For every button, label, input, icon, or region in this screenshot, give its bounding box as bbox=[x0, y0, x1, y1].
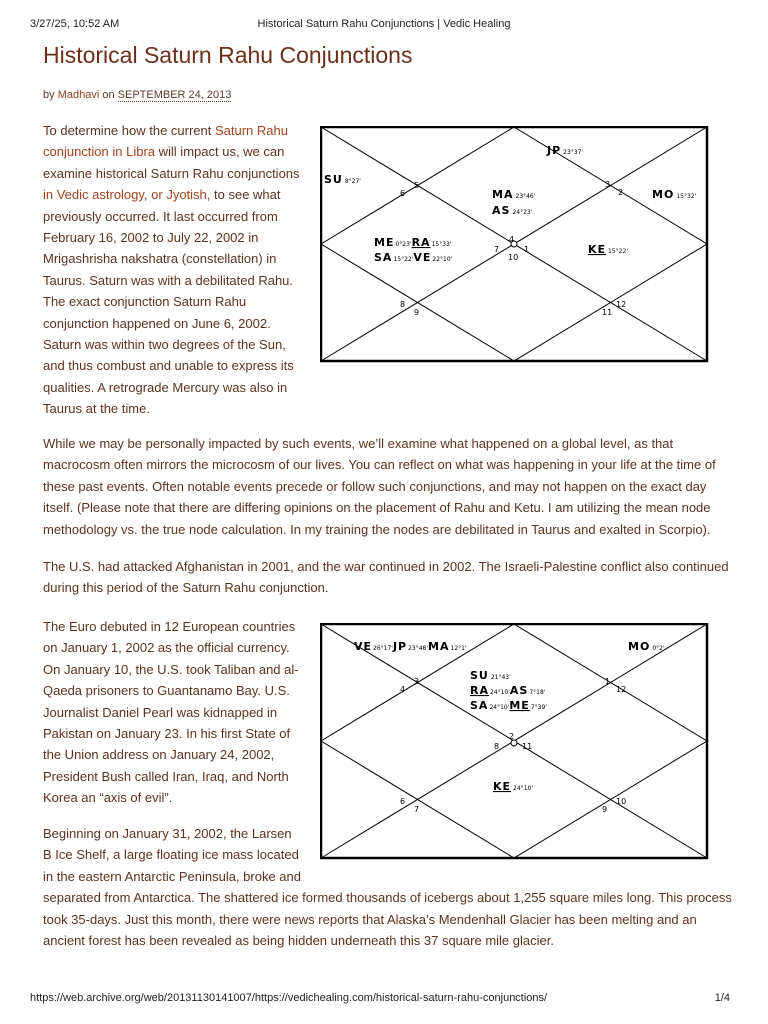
planet-sun: SU 8°27' bbox=[324, 173, 361, 186]
paragraph-afghanistan: The U.S. had attacked Afghanistan in 2001, and the war continued in 2002. The Israeli-Palestine conflict also continued during this period of the Saturn Rahu conjunction. bbox=[43, 559, 729, 596]
house-3: 3 bbox=[605, 180, 611, 189]
page-title: Historical Saturn Rahu Conjunctions bbox=[43, 42, 413, 68]
house-4: 4 bbox=[509, 235, 515, 244]
house-8: 8 bbox=[400, 300, 406, 309]
planet-moon: MO 0°2' bbox=[628, 640, 665, 653]
author-link[interactable]: Madhavi bbox=[57, 89, 100, 101]
link-saturn-rahu-libra[interactable]: Saturn Rahu conjunction in Libra bbox=[43, 123, 288, 160]
print-footer bbox=[30, 992, 738, 1006]
house-11: 11 bbox=[602, 308, 613, 317]
house-9: 9 bbox=[602, 805, 608, 814]
planet-mercury-rahu: ME0°23'RA15°33' bbox=[374, 236, 452, 249]
house-11: 11 bbox=[522, 742, 533, 751]
post-date: SEPTEMBER 24, 2013 bbox=[117, 89, 232, 101]
house-6: 6 bbox=[400, 189, 406, 198]
house-12: 12 bbox=[616, 300, 627, 309]
house-6: 6 bbox=[400, 797, 406, 806]
ascendant: AS 24°23' bbox=[492, 204, 533, 217]
larsen-text: Beginning on January 31, 2002, the Larsen B Ice Shelf, a large floating ice mass located in the eastern Antarctic Peninsula, broke and separated from Antarctica. The shattered ice formed thousands of icebergs about 1,255 square miles long. This process took 35-days. Just this month, there were news reports that Alaska’s Mendenhall Glacier has been melting and an ancient forest has been revealed as being hidden underneath this 37 square mile glacier. bbox=[43, 826, 732, 949]
house-12: 12 bbox=[616, 685, 627, 694]
intro-text-c: to see what previously occurred. It last occurred from February 16, 2002 to July 22, 2002 in Mrigashrisha nakshatra (constellation) in Taurus. Saturn was with a debilitated Rahu. The exact conjunction Saturn Rahu conjunction happened on June 6, 2002. Saturn was within two degrees of the Sun, and thus combust and unable to express its qualities. A retrograde Mercury was also in Taurus at the time. bbox=[43, 187, 294, 417]
print-header bbox=[30, 18, 738, 32]
house-10: 10 bbox=[616, 797, 627, 806]
print-page-title: Historical Saturn Rahu Conjunctions | Vedic Healing bbox=[257, 18, 511, 30]
intro-text-b: will impact us, we can examine historical Saturn Rahu conjunctions bbox=[43, 144, 300, 181]
paragraph-intro bbox=[43, 120, 305, 420]
house-2: 2 bbox=[509, 732, 515, 741]
planet-mars: MA 23°46' bbox=[492, 188, 536, 201]
planet-moon: MO 15°32' bbox=[652, 188, 697, 201]
house-5: 5 bbox=[414, 181, 420, 190]
house-2: 2 bbox=[618, 188, 624, 197]
paragraph-euro: The Euro debuted in 12 European countries on January 1, 2002 as the official currency. On January 10, the U.S. took Taliban and al-Qaeda prisoners to Guantanamo Bay. U.S. Journalist Daniel Pearl was kidnapped in Pakistan on January 23. In his first State of the Union address on January 24, 2002, President Bush called Iran, Iraq, and North Korea an “axis of evil”. bbox=[43, 619, 299, 806]
house-8: 8 bbox=[494, 742, 500, 751]
byline bbox=[43, 89, 231, 101]
print-url: https://web.archive.org/web/20131130141007/https://vedichealing.com/historical-saturn-rahu-conjunctions/ bbox=[30, 992, 548, 1004]
house-3: 3 bbox=[414, 677, 420, 686]
link-vedic-astrology[interactable]: in Vedic astrology, or Jyotish, bbox=[43, 187, 211, 203]
paragraph-larsen-ice-shelf bbox=[43, 823, 733, 951]
house-9: 9 bbox=[414, 308, 420, 317]
print-page-number: 1/4 bbox=[714, 992, 730, 1004]
house-10: 10 bbox=[508, 253, 519, 262]
intro-text-a: To determine how the current bbox=[43, 123, 215, 138]
print-datetime: 3/27/25, 10:52 AM bbox=[30, 18, 120, 30]
house-4: 4 bbox=[400, 685, 406, 694]
house-1: 1 bbox=[605, 677, 611, 686]
planet-ketu: KE 24°10' bbox=[493, 780, 533, 793]
planet-ketu: KE 15°22' bbox=[588, 243, 628, 256]
house-7: 7 bbox=[494, 245, 500, 254]
byline-prefix: by bbox=[43, 89, 55, 101]
planet-rahu-ascendant: RA24°10'AS7°18' bbox=[470, 684, 546, 697]
planet-saturn-venus: SA15°22'VE22°10' bbox=[374, 251, 453, 264]
planet-sun: SU 21°43' bbox=[470, 669, 511, 682]
byline-on: on bbox=[102, 89, 115, 101]
planet-jupiter: JP 23°37' bbox=[547, 144, 584, 157]
house-1: 1 bbox=[524, 245, 530, 254]
planet-saturn-mercury: SA24°10'ME7°39' bbox=[470, 699, 547, 712]
paragraph-global-impact: While we may be personally impacted by such events, we’ll examine what happened on a global level, as that macrocosm often mirrors the microcosm of our lives. You can reflect on what was happening in your life at the time of these past events. Often notable events precede or follow such conjunctions, and may not happen on the exact day itself. (Please note that there are differing opinions on the placement of Rahu and Ketu. I am utilizing the mean node methodology vs. the true node calculation. In my training the nodes are debilitated in Taurus and exalted in Scorpio). bbox=[43, 436, 716, 537]
planet-venus-jupiter-mars: VE26°17'JP23°48'MA12°1' bbox=[354, 640, 467, 653]
birth-chart-2002-jun bbox=[320, 126, 710, 364]
house-7: 7 bbox=[414, 805, 420, 814]
